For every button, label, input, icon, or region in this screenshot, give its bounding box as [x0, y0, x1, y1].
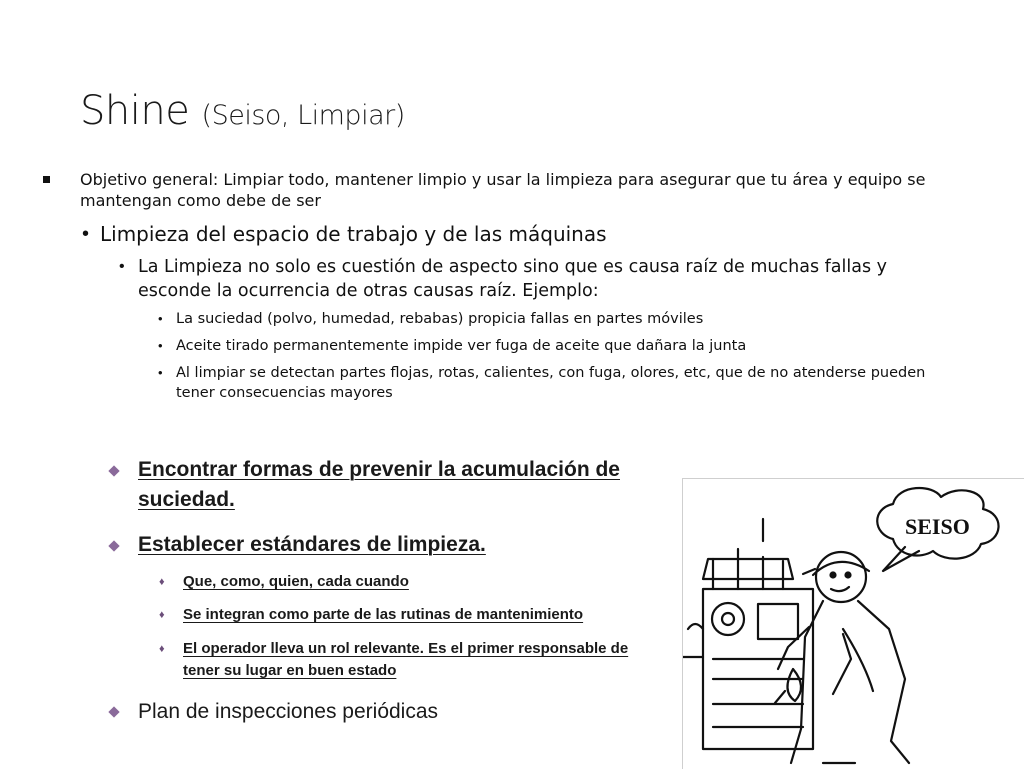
cleaning-machine-illustration [683, 479, 1024, 769]
bubble-text: SEISO [905, 514, 970, 539]
bullet-dot-icon: • [119, 258, 125, 275]
seiso-illustration [682, 478, 1024, 769]
level3-item: Al limpiar se detectan partes flojas, rotas, calientes, con fuga, olores, etc, que de no atenderse pueden tener consecuencias mayores [176, 365, 926, 401]
square-bullet-icon [43, 176, 50, 183]
bullet-dot-icon: • [158, 365, 163, 380]
bullet-dot-icon: • [158, 311, 163, 326]
diamond-bullet-icon [108, 706, 119, 717]
standard-item: Que, como, quien, cada cuando [183, 573, 409, 590]
title-main: Shine [80, 88, 190, 134]
bullet-dot-icon: • [158, 338, 163, 353]
level3-item: Aceite tirado permanentemente impide ver fuga de aceite que dañara la junta [176, 338, 747, 354]
action-item: Encontrar formas de prevenir la acumulación de suciedad. [138, 458, 620, 511]
action-item: Plan de inspecciones periódicas [138, 700, 439, 723]
diamond-bullet-icon [108, 540, 119, 551]
small-diamond-icon: ♦ [159, 576, 165, 588]
level2-text: La Limpieza no solo es cuestión de aspecto sino que es causa raíz de muchas fallas y esconde la ocurrencia de otras causas raíz. Ejemplo: [138, 257, 888, 301]
diamond-bullet-icon [108, 465, 119, 476]
small-diamond-icon: ♦ [159, 609, 165, 621]
level3-item: La suciedad (polvo, humedad, rebabas) propicia fallas en partes móviles [176, 311, 704, 327]
slide-title [80, 88, 405, 134]
standard-item: El operador lleva un rol relevante. Es el primer responsable de tener su lugar en buen estado [183, 640, 629, 679]
objective-text: Objetivo general: Limpiar todo, mantener limpio y usar la limpieza para asegurar que tu área y equipo se mantengan como debe de ser [80, 170, 926, 210]
standard-item: Se integran como parte de las rutinas de mantenimiento [183, 606, 584, 623]
level1-text: Limpieza del espacio de trabajo y de las máquinas [100, 222, 607, 246]
small-diamond-icon: ♦ [159, 643, 165, 655]
bullet-dot-icon: • [82, 223, 90, 245]
action-item: Establecer estándares de limpieza. [138, 533, 486, 556]
title-sub: (Seiso, Limpiar) [201, 100, 405, 131]
